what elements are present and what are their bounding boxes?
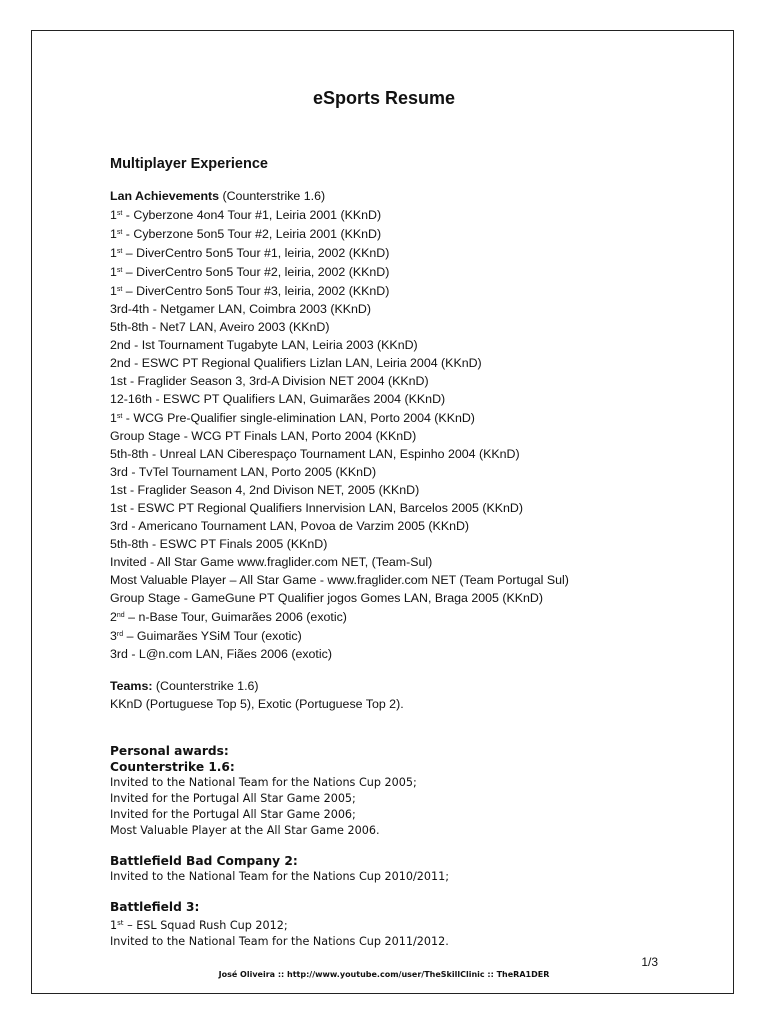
- item-text: - Fraglider Season 3, 3rd-A Division NET 2004 (KKnD): [126, 374, 429, 388]
- teams-block: [110, 677, 710, 713]
- item-place: 1: [110, 227, 117, 241]
- item-place: 3rd: [110, 519, 128, 533]
- item-text: – ESL Squad Rush Cup 2012;: [123, 919, 288, 932]
- item-ordinal-suffix: rd: [116, 631, 124, 638]
- item-place: Invited: [110, 555, 147, 569]
- list-item: [110, 372, 710, 390]
- item-text: - ESWC PT Regional Qualifiers Lizlan LAN, Leiria 2004 (KKnD): [130, 356, 482, 370]
- list-item: [110, 915, 710, 934]
- lan-heading: Lan Achievements: [110, 189, 220, 203]
- lan-heading-note: (Counterstrike 1.6): [222, 189, 326, 203]
- awards-heading: Personal awards:: [110, 744, 229, 758]
- item-ordinal-suffix: nd: [116, 612, 125, 619]
- list-item: [110, 318, 710, 336]
- list-item: [110, 807, 710, 823]
- item-text: - TvTel Tournament LAN, Porto 2005 (KKnD): [127, 465, 377, 479]
- list-item: [110, 589, 710, 607]
- item-place: 1: [110, 919, 118, 932]
- personal-awards: [110, 743, 710, 950]
- teams-heading-line: [110, 677, 710, 695]
- list-item: [110, 775, 710, 791]
- item-text: - L@n.com LAN, Fiães 2006 (exotic): [127, 647, 332, 661]
- lan-heading-line: [110, 187, 710, 205]
- document-title: eSports Resume: [312, 88, 456, 108]
- list-item: [110, 517, 710, 535]
- item-text: - WCG Pre-Qualifier single-elimination LAN, Porto 2004 (KKnD): [122, 411, 475, 425]
- item-text: - ESWC PT Finals 2005 (KKnD): [148, 537, 328, 551]
- item-text: - Fraglider Season 4, 2nd Divison NET, 2005 (KKnD): [126, 483, 420, 497]
- item-place: 3: [110, 629, 117, 643]
- item-ordinal-suffix: st: [116, 413, 123, 420]
- item-text: – All Star Game - www.fraglider.com NET (Team Portugal Sul): [226, 573, 569, 587]
- item-text: – DiverCentro 5on5 Tour #3, leiria, 2002 (KKnD): [122, 284, 390, 298]
- item-text: - WCG PT Finals LAN, Porto 2004 (KKnD): [180, 429, 417, 443]
- item-text: - ESWC PT Qualifiers LAN, Guimarães 2004 (KKnD): [152, 392, 446, 406]
- item-ordinal-suffix: st: [116, 229, 123, 236]
- list-item: [110, 408, 710, 427]
- item-place: 5th-8th: [110, 320, 149, 334]
- footer-credit: José Oliveira :: http://www.youtube.com/user/TheSkillClinic :: TheRA1DER: [218, 970, 550, 979]
- item-text: Invited to the National Team for the Nations Cup 2005;: [110, 776, 417, 789]
- item-place: 1: [110, 265, 117, 279]
- list-item: [110, 224, 710, 243]
- item-place: Group Stage: [110, 429, 181, 443]
- list-item: [110, 791, 710, 807]
- item-ordinal-suffix: st: [116, 210, 123, 217]
- resume-content: [110, 155, 710, 950]
- item-ordinal-suffix: st: [116, 267, 123, 274]
- list-item: [110, 463, 710, 481]
- list-item: [110, 645, 710, 663]
- item-place: 1st: [110, 374, 127, 388]
- award-group-title: Battlefield Bad Company 2:: [110, 854, 298, 868]
- teams-text: KKnD (Portuguese Top 5), Exotic (Portuguese Top 2).: [110, 697, 404, 711]
- item-text: Most Valuable Player at the All Star Game 2006.: [110, 824, 380, 837]
- list-item: [110, 281, 710, 300]
- item-place: 2: [110, 610, 117, 624]
- item-ordinal-suffix: st: [117, 919, 124, 927]
- item-text: - Cyberzone 5on5 Tour #2, Leiria 2001 (KKnD): [122, 227, 382, 241]
- item-text: - GameGune PT Qualifier jogos Gomes LAN, Braga 2005 (KKnD): [180, 591, 543, 605]
- list-item: [110, 336, 710, 354]
- item-text: – DiverCentro 5on5 Tour #1, leiria, 2002 (KKnD): [122, 246, 390, 260]
- item-place: 1: [110, 411, 117, 425]
- item-text: - ESWC PT Regional Qualifiers Innervision LAN, Barcelos 2005 (KKnD): [126, 501, 523, 515]
- list-item: [110, 427, 710, 445]
- item-ordinal-suffix: st: [116, 248, 123, 255]
- list-item: [110, 243, 710, 262]
- item-place: 5th-8th: [110, 537, 149, 551]
- list-item: [110, 205, 710, 224]
- item-text: - Americano Tournament LAN, Povoa de Varzim 2005 (KKnD): [127, 519, 470, 533]
- list-item: [110, 553, 710, 571]
- item-text: - Net7 LAN, Aveiro 2003 (KKnD): [148, 320, 330, 334]
- lan-achievements: [110, 187, 710, 663]
- list-item: [110, 445, 710, 463]
- item-place: 1: [110, 208, 117, 222]
- item-text: - Netgamer LAN, Coimbra 2003 (KKnD): [149, 302, 372, 316]
- item-place: 2nd: [110, 356, 131, 370]
- section-heading: Multiplayer Experience: [110, 156, 268, 172]
- item-text: – n-Base Tour, Guimarães 2006 (exotic): [124, 610, 347, 624]
- item-text: - Ist Tournament Tugabyte LAN, Leiria 2003 (KKnD): [130, 338, 418, 352]
- item-text: – Guimarães YSiM Tour (exotic): [123, 629, 302, 643]
- item-text: - All Star Game www.fraglider.com NET, (Team-Sul): [146, 555, 433, 569]
- item-place: 1st: [110, 483, 127, 497]
- item-text: Invited for the Portugal All Star Game 2006;: [110, 808, 356, 821]
- award-group-title: Battlefield 3:: [110, 900, 200, 914]
- item-place: 12-16th: [110, 392, 153, 406]
- item-place: 5th-8th: [110, 447, 149, 461]
- list-item: [110, 390, 710, 408]
- list-item: [110, 934, 710, 950]
- page-number: 1/3: [641, 955, 658, 969]
- award-group: [110, 899, 710, 950]
- teams-heading: Teams:: [110, 679, 153, 693]
- award-group-title: Counterstrike 1.6:: [110, 760, 235, 774]
- list-item: [110, 300, 710, 318]
- item-text: Invited to the National Team for the Nations Cup 2011/2012.: [110, 935, 449, 948]
- list-item: [110, 354, 710, 372]
- item-text: - Cyberzone 4on4 Tour #1, Leiria 2001 (KKnD): [122, 208, 382, 222]
- award-group: [110, 759, 710, 839]
- item-place: Most Valuable Player: [110, 573, 227, 587]
- item-place: 1: [110, 246, 117, 260]
- list-item: [110, 607, 710, 626]
- item-place: 1st: [110, 501, 127, 515]
- lan-list: [110, 205, 710, 663]
- teams-heading-note: (Counterstrike 1.6): [155, 679, 259, 693]
- item-place: 2nd: [110, 338, 131, 352]
- item-ordinal-suffix: st: [116, 286, 123, 293]
- list-item: [110, 869, 710, 885]
- award-group: [110, 853, 710, 885]
- item-place: 3rd-4th: [110, 302, 150, 316]
- item-place: Group Stage: [110, 591, 181, 605]
- list-item: [110, 823, 710, 839]
- list-item: [110, 571, 710, 589]
- item-text: - Unreal LAN Ciberespaço Tournament LAN, Espinho 2004 (KKnD): [148, 447, 520, 461]
- item-place: 3rd: [110, 647, 128, 661]
- list-item: [110, 626, 710, 645]
- item-text: Invited to the National Team for the Nations Cup 2010/2011;: [110, 870, 449, 883]
- item-place: 3rd: [110, 465, 128, 479]
- list-item: [110, 262, 710, 281]
- item-place: 1: [110, 284, 117, 298]
- item-text: Invited for the Portugal All Star Game 2005;: [110, 792, 356, 805]
- list-item: [110, 499, 710, 517]
- list-item: [110, 481, 710, 499]
- item-text: – DiverCentro 5on5 Tour #2, leiria, 2002 (KKnD): [122, 265, 390, 279]
- awards-groups: [110, 759, 710, 950]
- list-item: [110, 535, 710, 553]
